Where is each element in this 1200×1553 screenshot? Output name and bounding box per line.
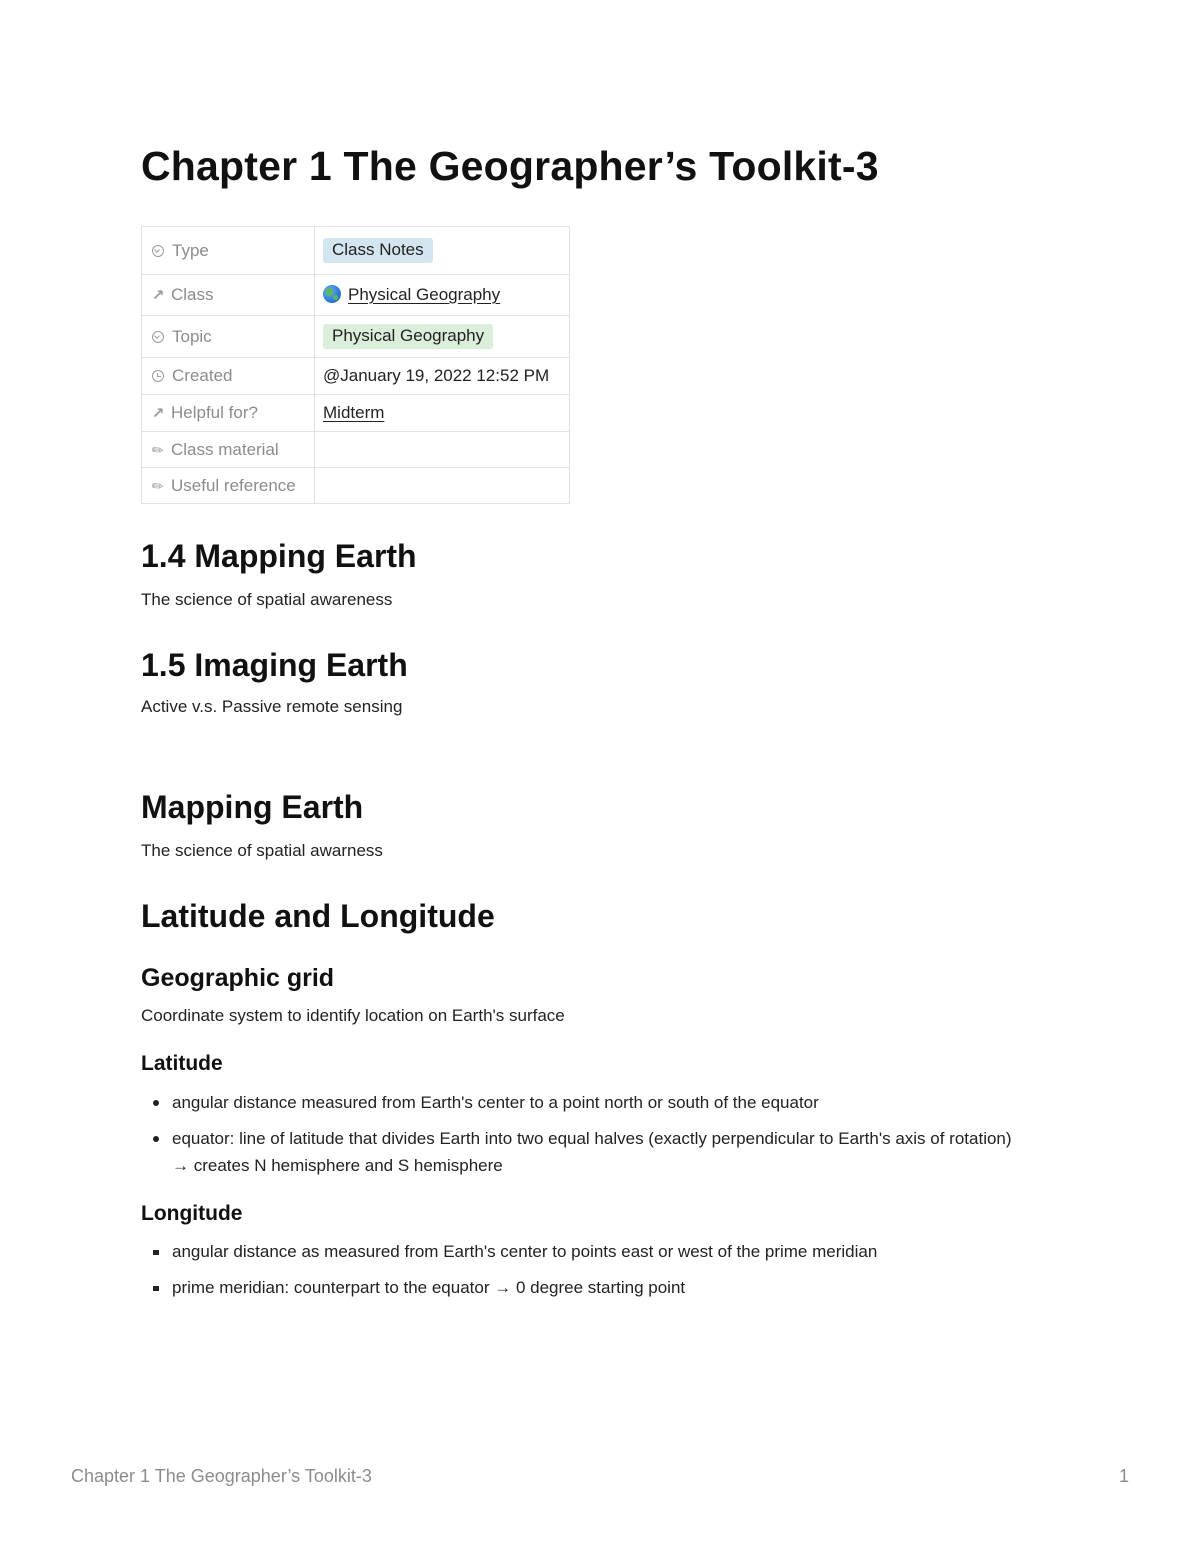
property-row-topic — [142, 316, 570, 358]
list-item-text-continued: → creates N hemisphere and S hemisphere — [172, 1156, 503, 1175]
property-name — [142, 358, 315, 395]
relation-arrow-icon: ↗ — [151, 405, 165, 422]
property-value[interactable] — [315, 227, 570, 275]
property-name — [142, 275, 315, 316]
property-label: Topic — [172, 326, 212, 346]
paragraph-remote-sensing: Active v.s. Passive remote sensing — [141, 697, 403, 716]
class-link[interactable]: Physical Geography — [348, 285, 501, 304]
page-title: Chapter 1 The Geographer’s Toolkit-3 — [141, 143, 879, 189]
clock-icon — [152, 370, 164, 382]
paperclip-icon: ✎ — [148, 439, 168, 460]
bullet-icon — [153, 1100, 159, 1106]
heading-1-5-imaging-earth: 1.5 Imaging Earth — [141, 647, 408, 683]
latitude-list — [141, 1089, 1012, 1188]
property-label: Class material — [171, 439, 279, 459]
property-value[interactable] — [315, 395, 570, 432]
property-name — [142, 316, 315, 358]
property-name — [142, 432, 315, 468]
property-value[interactable] — [315, 275, 570, 316]
property-name — [142, 227, 315, 275]
class-material-value[interactable] — [315, 432, 570, 468]
list-item — [141, 1274, 877, 1301]
property-row-helpful-for — [142, 395, 570, 432]
property-row-class-material — [142, 432, 570, 468]
type-tag[interactable]: Class Notes — [323, 238, 433, 263]
list-item-text: angular distance as measured from Earth's center to points east or west of the prime meridian — [172, 1242, 878, 1261]
property-row-type — [142, 227, 570, 275]
list-item — [141, 1089, 1012, 1116]
footer-title: Chapter 1 The Geographer’s Toolkit-3 — [71, 1466, 372, 1486]
bullet-icon — [153, 1286, 159, 1291]
paragraph-spatial-awareness: The science of spatial awareness — [141, 590, 393, 609]
list-item — [141, 1238, 877, 1265]
heading-mapping-earth: Mapping Earth — [141, 789, 364, 825]
heading-latitude: Latitude — [141, 1052, 223, 1075]
property-label: Type — [172, 240, 209, 260]
list-item-text: angular distance measured from Earth's center to a point north or south of the equator — [172, 1093, 819, 1112]
list-item — [141, 1125, 1012, 1179]
property-label: Class — [171, 285, 214, 304]
paragraph-spatial-awarness: The science of spatial awarness — [141, 841, 383, 860]
property-name — [142, 395, 315, 432]
heading-latitude-longitude: Latitude and Longitude — [141, 898, 495, 934]
property-row-created — [142, 358, 570, 395]
property-row-useful-reference — [142, 468, 570, 504]
property-label: Created — [172, 366, 233, 385]
relation-arrow-icon: ↗ — [151, 287, 165, 304]
created-value: @January 19, 2022 12:52 PM — [315, 358, 570, 395]
property-label: Helpful for? — [171, 403, 258, 422]
property-name — [142, 468, 315, 504]
globe-icon — [323, 285, 341, 303]
property-value[interactable] — [315, 316, 570, 358]
property-row-class — [142, 275, 570, 316]
select-icon — [152, 331, 164, 343]
heading-1-4-mapping-earth: 1.4 Mapping Earth — [141, 538, 417, 574]
list-item-text: prime meridian: counterpart to the equator → 0 degree starting point — [172, 1278, 686, 1297]
midterm-link[interactable]: Midterm — [323, 403, 385, 422]
useful-reference-value[interactable] — [315, 468, 570, 504]
topic-tag[interactable]: Physical Geography — [323, 324, 493, 349]
paperclip-icon: ✎ — [148, 475, 168, 496]
longitude-list — [141, 1238, 877, 1310]
select-icon — [152, 245, 164, 257]
paragraph-coordinate-system: Coordinate system to identify location on Earth's surface — [141, 1006, 565, 1025]
property-label: Useful reference — [171, 475, 296, 495]
bullet-icon — [153, 1136, 159, 1142]
heading-longitude: Longitude — [141, 1202, 243, 1225]
list-item-text: equator: line of latitude that divides Earth into two equal halves (exactly perpendicular to Earth's axis of rotation) — [172, 1129, 1012, 1148]
heading-geographic-grid: Geographic grid — [141, 964, 335, 992]
bullet-icon — [153, 1250, 159, 1255]
properties-table — [141, 226, 570, 504]
page-number: 1 — [1118, 1466, 1129, 1486]
